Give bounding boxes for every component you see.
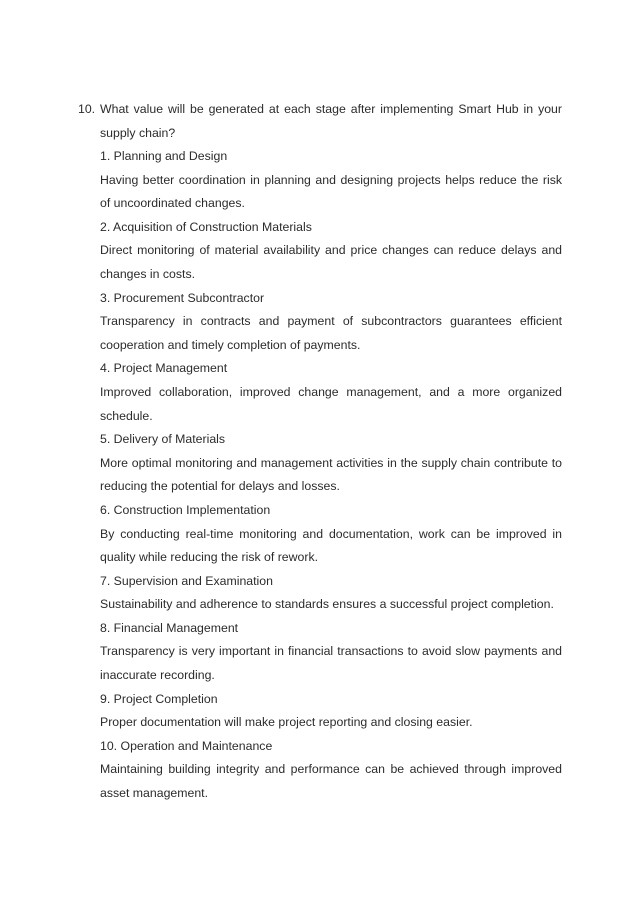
- stage-title: 2. Acquisition of Construction Materials: [100, 219, 312, 234]
- stage-title: 1. Planning and Design: [100, 149, 228, 163]
- stage-item: [100, 287, 562, 358]
- stage-item: [100, 216, 562, 287]
- stage-item: [100, 357, 562, 428]
- stage-title: 9. Project Completion: [100, 691, 218, 706]
- stage-description: Direct monitoring of material availability and price changes can reduce delays and changes in costs.: [100, 243, 562, 281]
- stage-title: 3. Procurement Subcontractor: [100, 290, 265, 305]
- stage-item: [100, 735, 562, 806]
- stage-item: [100, 617, 562, 688]
- stage-title: 5. Delivery of Materials: [100, 432, 226, 447]
- stage-list: [100, 145, 562, 806]
- stage-description: More optimal monitoring and management activities in the supply chain contribute to reducing the potential for delays and losses.: [100, 455, 562, 494]
- stage-description: Transparency is very important in financial transactions to avoid slow payments and inaccurate recording.: [100, 644, 562, 683]
- stage-description: Improved collaboration, improved change management, and a more organized schedule.: [100, 384, 562, 423]
- stage-description: By conducting real-time monitoring and documentation, work can be improved in quality while reducing the risk of rework.: [100, 526, 562, 565]
- stage-title: 7. Supervision and Examination: [100, 573, 273, 588]
- stage-item: [100, 428, 562, 499]
- stage-item: [100, 145, 562, 216]
- stage-item: [100, 570, 562, 617]
- stage-title: 4. Project Management: [100, 361, 228, 376]
- stage-item: [100, 688, 562, 735]
- question-text: What value will be generated at each stage after implementing Smart Hub in your supply chain?: [100, 102, 562, 140]
- question-number: 10.: [78, 102, 96, 116]
- stage-description: Transparency in contracts and payment of subcontractors guarantees efficient cooperation and timely completion of payments.: [100, 314, 562, 352]
- stage-title: 8. Financial Management: [100, 620, 239, 635]
- stage-item: [100, 499, 562, 570]
- stage-description: Sustainability and adherence to standards ensures a successful project completion.: [100, 597, 554, 612]
- question-block: [78, 98, 562, 145]
- stage-description: Proper documentation will make project reporting and closing easier.: [100, 715, 473, 730]
- stage-description: Having better coordination in planning and designing projects helps reduce the risk of uncoordinated changes.: [100, 172, 562, 211]
- stage-description: Maintaining building integrity and performance can be achieved through improved asset management.: [100, 762, 562, 801]
- stage-title: 10. Operation and Maintenance: [100, 738, 273, 753]
- stage-title: 6. Construction Implementation: [100, 502, 271, 517]
